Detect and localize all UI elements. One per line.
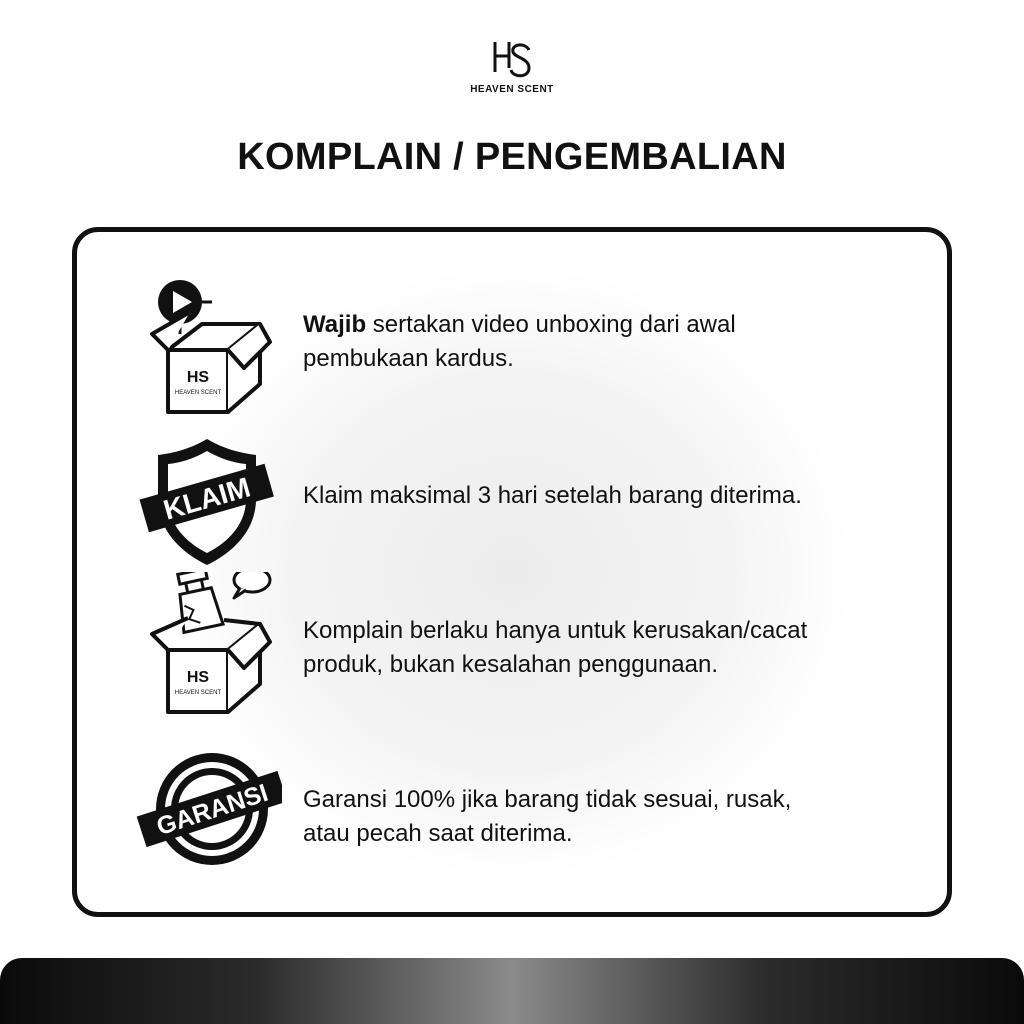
klaim-badge-label: KLAIM [159, 471, 254, 526]
item-text-line2: produk, bukan kesalahan penggunaan. [303, 651, 719, 678]
item-text-bold: Wajib [303, 311, 367, 338]
bottom-decorative-bar [0, 958, 1024, 1024]
hs-logo-icon [487, 38, 537, 84]
list-item-klaim [77, 427, 947, 577]
klaim-shield-icon [132, 427, 282, 577]
item-text-line2: pembukaan kardus. [303, 345, 514, 372]
brand-logo [0, 38, 1024, 95]
item-text-line1: sertakan video unboxing dari awal [366, 311, 736, 338]
list-item-komplain [77, 572, 947, 722]
damaged-product-box-icon [132, 572, 282, 722]
item-text-line1: Garansi 100% jika barang tidak sesuai, rusak, [303, 786, 792, 813]
item-text [303, 614, 923, 682]
item-text [303, 479, 923, 513]
item-text [303, 783, 923, 851]
svg-text:HS: HS [186, 369, 210, 386]
page-title: KOMPLAIN / PENGEMBALIAN [237, 136, 787, 178]
item-text-line1: Komplain berlaku hanya untuk kerusakan/cacat [303, 617, 808, 644]
unboxing-video-icon [132, 272, 282, 422]
list-item-video [77, 272, 947, 422]
garansi-badge-label: GARANSI [153, 778, 272, 842]
item-text-line2: atau pecah saat diterima. [303, 820, 573, 847]
brand-name: HEAVEN SCENT [470, 84, 554, 95]
list-item-garansi [77, 737, 947, 887]
box-brand-label: HEAVEN SCENT [174, 690, 222, 696]
svg-text:HS: HS [186, 669, 210, 686]
garansi-seal-icon [132, 737, 282, 887]
item-text-line1: Klaim maksimal 3 hari setelah barang diterima. [303, 482, 802, 509]
box-brand-label: HEAVEN SCENT [174, 390, 222, 396]
item-text [303, 308, 923, 376]
info-card [72, 227, 952, 917]
